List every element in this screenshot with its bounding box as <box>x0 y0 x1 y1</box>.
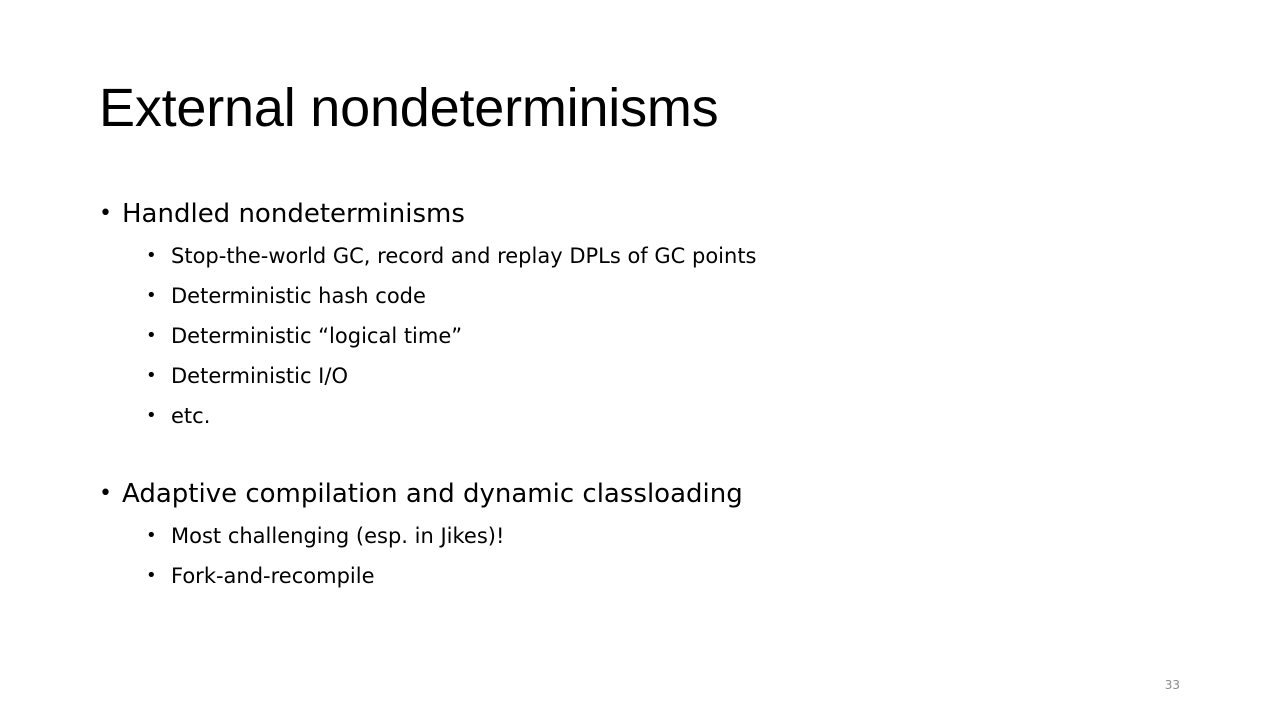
bullet-icon: • <box>146 525 157 546</box>
page-number: 33 <box>1164 678 1180 692</box>
bullet-icon: • <box>146 285 157 306</box>
sub-bullet-item <box>99 396 1199 436</box>
bullet-group <box>99 474 1199 596</box>
sub-bullet-item <box>99 276 1199 316</box>
bullet-group <box>99 194 1199 436</box>
bullet-text: Adaptive compilation and dynamic classloading <box>122 479 743 509</box>
sub-bullet-text: Fork-and-recompile <box>171 564 375 588</box>
sub-bullet-text: Stop-the-world GC, record and replay DPLs of GC points <box>171 244 757 268</box>
bullet-icon: • <box>146 325 157 346</box>
bullet-icon: • <box>146 405 157 426</box>
slide-title: External nondeterminisms <box>99 78 719 138</box>
bullet-icon: • <box>146 245 157 266</box>
sub-bullet-list <box>99 516 1199 596</box>
sub-bullet-text: Deterministic hash code <box>171 284 426 308</box>
bullet-icon: • <box>146 365 157 386</box>
bullet-item <box>99 474 1199 514</box>
bullet-text: Handled nondeterminisms <box>122 199 465 229</box>
bullet-icon: • <box>146 565 157 586</box>
sub-bullet-item <box>99 316 1199 356</box>
sub-bullet-item <box>99 516 1199 556</box>
sub-bullet-text: Deterministic “logical time” <box>171 324 463 348</box>
sub-bullet-item <box>99 236 1199 276</box>
sub-bullet-text: Deterministic I/O <box>171 364 348 388</box>
sub-bullet-text: etc. <box>171 404 211 428</box>
sub-bullet-text: Most challenging (esp. in Jikes)! <box>171 524 505 548</box>
sub-bullet-item <box>99 356 1199 396</box>
bullet-item <box>99 194 1199 234</box>
sub-bullet-list <box>99 236 1199 436</box>
slide-body <box>99 194 1199 596</box>
bullet-icon: • <box>99 481 112 506</box>
sub-bullet-item <box>99 556 1199 596</box>
bullet-icon: • <box>99 201 112 226</box>
